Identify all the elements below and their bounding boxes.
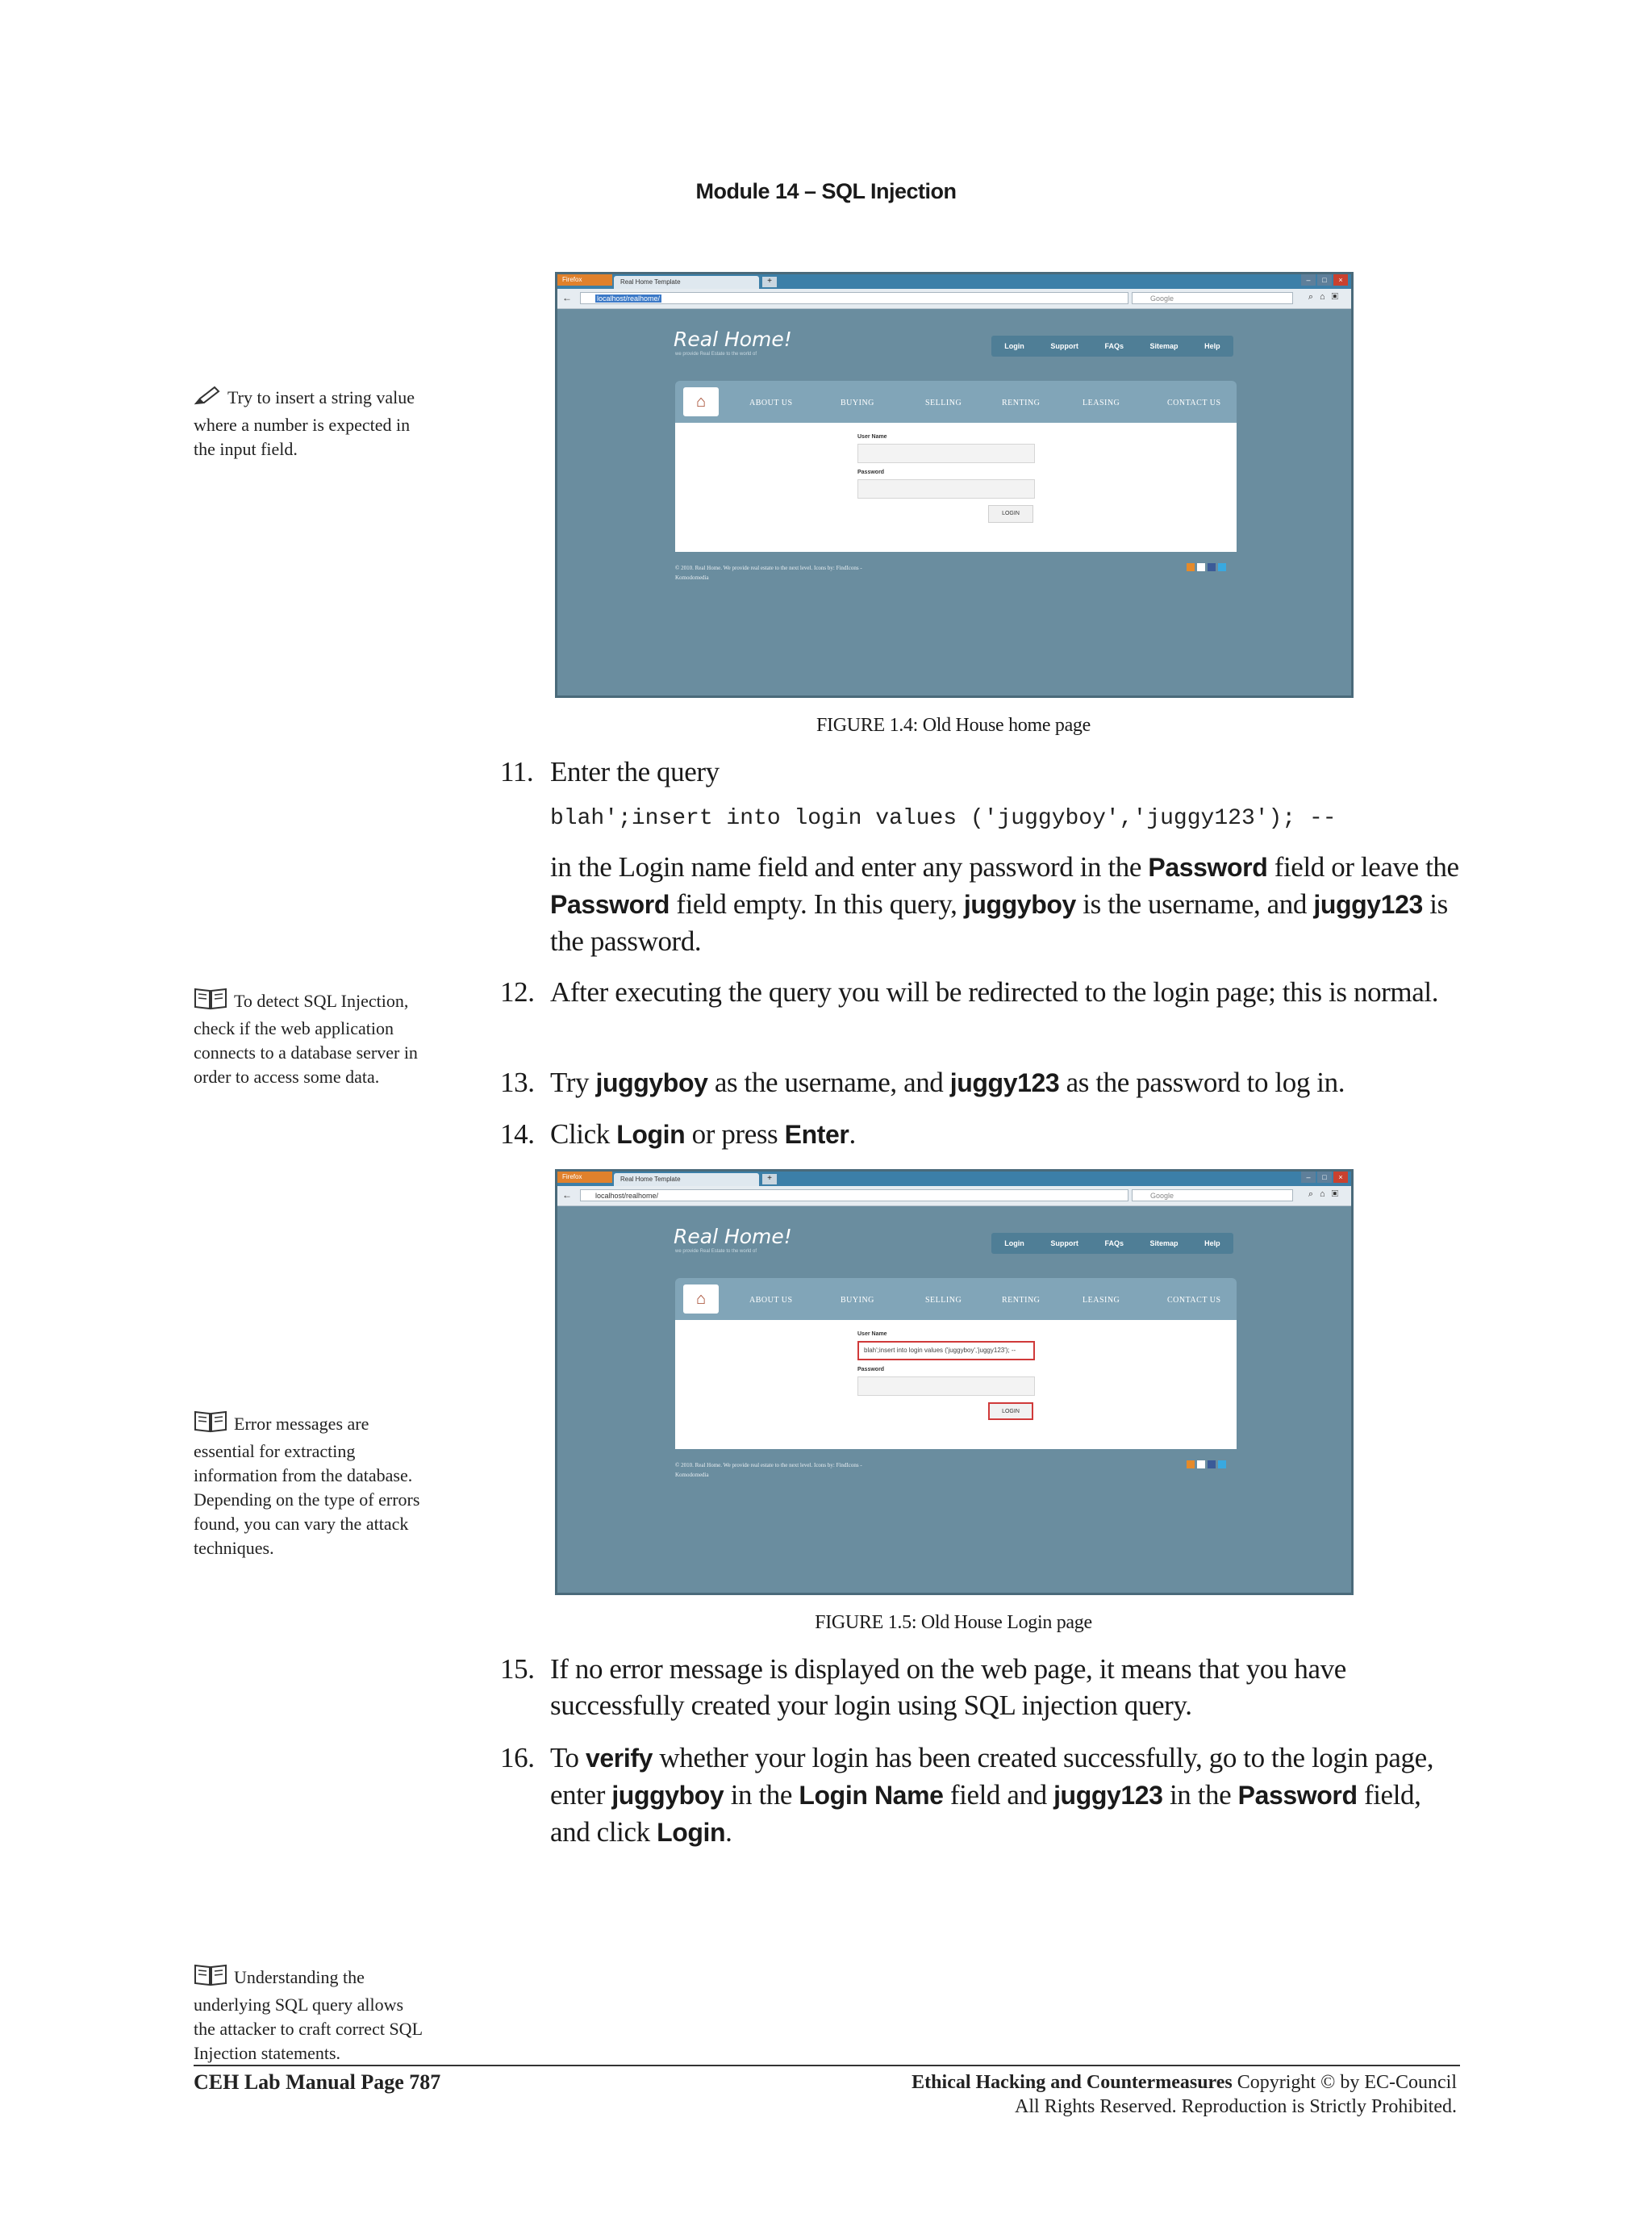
login-form [675,423,1237,552]
menu-item-about[interactable]: ABOUT US [749,1296,793,1305]
site-menu [675,1278,1237,1320]
screenshot-login-page [555,1169,1354,1595]
footer-book-title: Ethical Hacking and Countermeasures [912,2072,1233,2093]
menu-item-renting[interactable]: RENTING [1002,399,1041,407]
login-button[interactable]: LOGIN [988,1402,1033,1420]
step-text: To [550,1742,586,1773]
browser-tab-bar [557,1172,1351,1186]
password-input[interactable] [857,479,1035,499]
step-text: in the [1162,1779,1238,1811]
home-icon[interactable]: ⌂ [683,387,719,416]
margin-note-text: To detect SQL Injection, check if the web application connects to a database server in order to access some data. [194,991,418,1087]
footer-copyright [912,2070,1457,2119]
browser-tab-bar [557,274,1351,289]
site-footer-line: Komodomedia [675,1472,709,1478]
password-label: Password [857,1367,885,1372]
margin-note-text: Error messages are essential for extracting information from the database. Depending on the type of errors found, you can vary the attack techniques. [194,1414,420,1558]
site-footer [675,1460,862,1480]
top-link-help[interactable]: Help [1204,1239,1220,1247]
book-icon [194,986,227,1017]
close-icon[interactable]: × [1333,274,1348,286]
top-link-support[interactable]: Support [1050,1239,1078,1247]
top-links [991,336,1233,357]
step-text: or press [685,1118,785,1150]
figure-caption-2: FIGURE 1.5: Old House Login page [815,1612,1092,1633]
top-links [991,1233,1233,1254]
browser-tab[interactable]: Real Home Template [614,1173,759,1186]
step-16 [500,1740,1460,1851]
site-footer [675,563,862,583]
figure-caption-1: FIGURE 1.4: Old House home page [816,715,1091,736]
step-text: Try [550,1067,596,1098]
menu-item-about[interactable]: ABOUT US [749,399,793,407]
bold-term: verify [586,1744,653,1773]
search-input[interactable]: Google [1132,1189,1293,1201]
top-link-login[interactable]: Login [1004,1239,1024,1247]
step-text: . [849,1118,856,1150]
step-text: in the [724,1779,799,1811]
book-icon [194,1409,227,1439]
menu-item-contact[interactable]: CONTACT US [1167,399,1221,407]
step-number: 16. [500,1742,535,1773]
sql-query-code: blah';insert into login values ('juggyboy','juggy123'); -- [550,806,1337,831]
menu-item-selling[interactable]: SELLING [925,399,962,407]
menu-item-leasing[interactable]: LEASING [1083,1296,1120,1305]
twitter-icon[interactable] [1218,563,1226,571]
step-text: whether your login has been created successfully, go to the login page, enter [550,1742,1434,1811]
menu-item-buying[interactable]: BUYING [841,399,874,407]
site-footer-line: © 2010. Real Home. We provide real estate to the next level. Icons by: FindIcons - [675,565,862,571]
back-icon[interactable]: ← [562,292,572,303]
step-text: is the username, and [1075,888,1314,920]
delicious-icon[interactable] [1197,563,1205,571]
step-text: . [725,1816,732,1848]
step-text: field, and click [550,1779,1421,1848]
step-text: as the password to log in. [1059,1067,1345,1098]
url-text: localhost/realhome/ [597,294,661,303]
new-tab-button[interactable]: + [762,1174,777,1184]
facebook-icon[interactable] [1208,563,1216,571]
page-header: Module 14 – SQL Injection [695,179,957,203]
url-text: localhost/realhome/ [595,1192,659,1200]
step-13 [500,1064,1460,1101]
bold-term: Login [657,1818,726,1847]
step-text: in the Login name field and enter any password in the [550,851,1149,883]
site-tagline: we provide Real Estate to the world of [675,1249,757,1254]
menu-item-buying[interactable]: BUYING [841,1296,874,1305]
site-footer-line: © 2010. Real Home. We provide real estate to the next level. Icons by: FindIcons - [675,1462,862,1468]
top-link-login[interactable]: Login [1004,342,1024,350]
browser-nav-bar [557,289,1351,309]
maximize-icon[interactable]: □ [1317,274,1332,286]
home-icon[interactable]: ⌂ [683,1284,719,1314]
footer-copyright-text: Copyright © by EC-Council [1232,2072,1457,2093]
top-link-faqs[interactable]: FAQs [1104,1239,1124,1247]
step-12 [500,974,1460,1010]
screenshot-home-page [555,272,1354,698]
bold-term: juggy123 [1053,1781,1163,1810]
bold-term: Password [550,890,670,919]
minimize-icon[interactable]: – [1301,1172,1316,1183]
browser-menu-button[interactable]: Firefox [557,274,612,286]
step-text: is the password. [550,888,1448,957]
rss-icon[interactable] [1187,563,1195,571]
top-link-faqs[interactable]: FAQs [1104,342,1124,350]
username-input[interactable]: blah';insert into login values ('juggyboy','juggy123'); -- [857,1341,1035,1360]
book-icon [194,1962,227,1993]
login-form [675,1320,1237,1449]
step-text: as the username, and [707,1067,950,1098]
top-link-help[interactable]: Help [1204,342,1220,350]
maximize-icon[interactable]: □ [1317,1172,1332,1183]
delicious-icon[interactable] [1197,1460,1205,1468]
site-tagline: we provide Real Estate to the world of [675,352,757,357]
top-link-support[interactable]: Support [1050,342,1078,350]
bold-term: Enter [784,1120,849,1149]
username-input[interactable] [857,444,1035,463]
back-icon[interactable]: ← [562,1189,572,1201]
bold-term: juggyboy [611,1781,724,1810]
bold-term: Password [1237,1781,1358,1810]
username-label: User Name [857,434,887,440]
step-number: 11. [500,756,534,787]
toolbar-icons[interactable]: ⌕⌂▣ [1308,1189,1345,1199]
social-icons [1187,563,1226,571]
pencil-icon [194,386,221,413]
bold-term: Login Name [799,1781,944,1810]
site-logo: Real Home! [674,1225,792,1248]
bold-term: Login [616,1120,686,1149]
url-bar[interactable] [580,292,1128,304]
margin-note-detect-sql [194,986,428,1089]
top-link-sitemap[interactable]: Sitemap [1149,1239,1179,1247]
browser-menu-button[interactable]: Firefox [557,1172,612,1183]
footer-divider [194,2065,1460,2066]
margin-note-underlying-query [194,1962,428,2066]
url-bar[interactable] [580,1189,1128,1201]
twitter-icon[interactable] [1218,1460,1226,1468]
bold-term: Password [1148,853,1268,882]
step-text: field or leave the [1267,851,1459,883]
bold-term: juggy123 [1313,890,1423,919]
site-logo: Real Home! [674,328,792,351]
step-text: If no error message is displayed on the web page, it means that you have successfully created your login using SQL injection query. [550,1653,1346,1721]
site-footer-line: Komodomedia [675,574,709,581]
rss-icon[interactable] [1187,1460,1195,1468]
step-text: field empty. In this query, [669,888,964,920]
password-input[interactable] [857,1376,1035,1396]
step-number: 15. [500,1653,535,1685]
browser-nav-bar [557,1186,1351,1206]
step-text: Click [550,1118,617,1150]
close-icon[interactable]: × [1333,1172,1348,1183]
search-input[interactable]: Google [1132,292,1293,304]
step-text: Enter the query [550,756,720,787]
toolbar-icons[interactable]: ⌕⌂▣ [1308,292,1345,302]
new-tab-button[interactable]: + [762,277,777,287]
menu-item-renting[interactable]: RENTING [1002,1296,1041,1305]
margin-note-text: Understanding the underlying SQL query allows the attacker to craft correct SQL Injection statements. [194,1967,423,2063]
step-11 [500,754,1460,790]
facebook-icon[interactable] [1208,1460,1216,1468]
margin-note-error-messages [194,1409,428,1560]
margin-note-string-value [194,386,428,462]
menu-item-leasing[interactable]: LEASING [1083,399,1120,407]
step-15 [500,1651,1460,1723]
menu-item-contact[interactable]: CONTACT US [1167,1296,1221,1305]
footer-page-label: CEH Lab Manual Page 787 [194,2070,441,2094]
password-label: Password [857,470,885,475]
step-14 [500,1116,1460,1153]
browser-tab[interactable]: Real Home Template [614,276,759,289]
top-link-sitemap[interactable]: Sitemap [1149,342,1179,350]
step-11-continued [500,849,1460,959]
step-text: After executing the query you will be redirected to the login page; this is normal. [550,976,1439,1008]
site-menu [675,381,1237,423]
step-number: 13. [500,1067,535,1098]
menu-item-selling[interactable]: SELLING [925,1296,962,1305]
step-number: 14. [500,1118,535,1150]
bold-term: juggyboy [963,890,1076,919]
login-button[interactable]: LOGIN [988,505,1033,523]
minimize-icon[interactable]: – [1301,274,1316,286]
footer-rights: All Rights Reserved. Reproduction is Strictly Prohibited. [1015,2096,1457,2117]
bold-term: juggy123 [949,1068,1060,1097]
social-icons [1187,1460,1226,1468]
step-number: 12. [500,976,535,1008]
margin-note-text: Try to insert a string value where a number is expected in the input field. [194,387,415,459]
username-label: User Name [857,1331,887,1337]
step-text: field and [943,1779,1054,1811]
bold-term: juggyboy [595,1068,708,1097]
